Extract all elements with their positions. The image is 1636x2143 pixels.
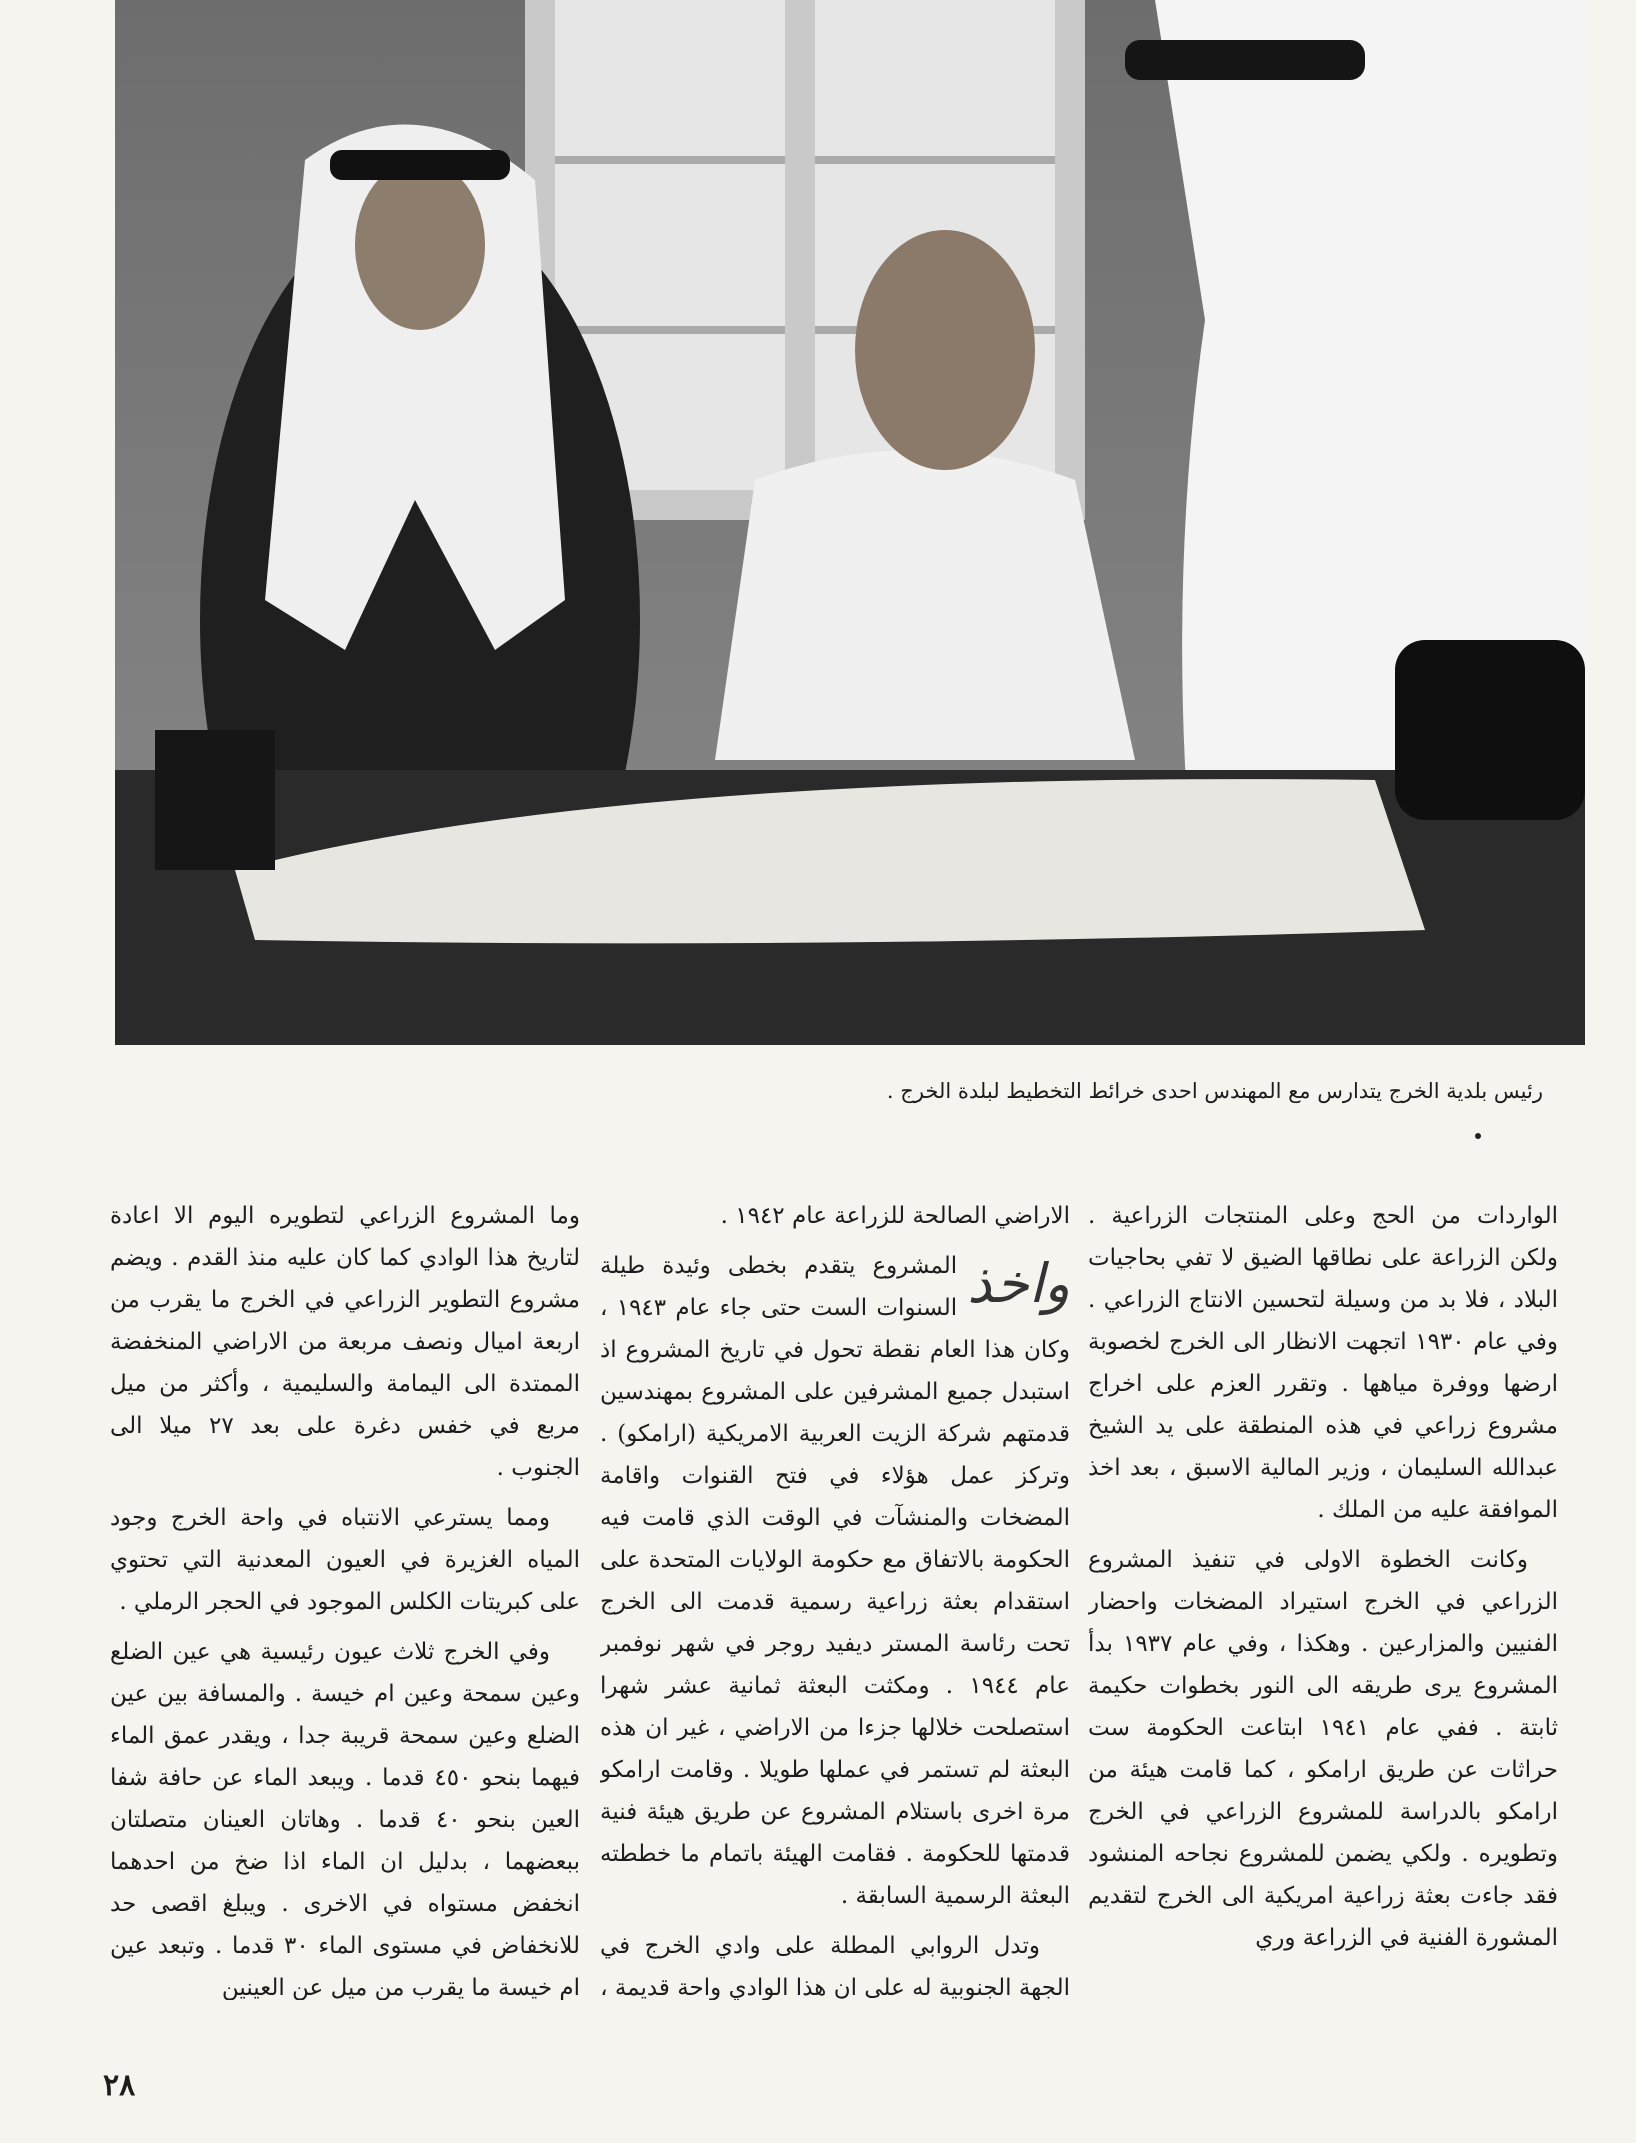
text-column-middle (600, 1195, 1070, 2000)
paragraph: الاراضي الصالحة للزراعة عام ١٩٤٢ . (720, 1203, 1070, 1229)
dropcap-word: واخذ (967, 1252, 1070, 1315)
paragraph: وتدل الروابي المطلة على وادي الخرج في الجهة الجنوبية له على ان هذا الوادي واحة قديمة ، (600, 1933, 1070, 2000)
photo-caption: رئيس بلدية الخرج يتدارس مع المهندس احدى خرائط التخطيط لبلدة الخرج . (886, 1079, 1543, 1103)
photograph-icon (115, 0, 1585, 1045)
photograph (115, 0, 1585, 1045)
paragraph: وما المشروع الزراعي لتطويره اليوم الا اعادة لتاريخ هذا الوادي كما كان عليه منذ القدم . ويضم مشروع التطوير الزراعي في الخرج ما يقرب من اربعة اميال ونصف مربعة من الاراضي المنخفضة الممتدة الى اليمامة والسليمية ، وأكثر من ميل مربع في خفس دغرة على بعد ٢٧ ميلا الى الجنوب . (110, 1203, 580, 1481)
text-column-right (1088, 1195, 1558, 2000)
paragraph: وفي الخرج ثلاث عيون رئيسية هي عين الضلع وعين سمحة وعين ام خيسة . والمسافة بين عين الضلع وعين سمحة قريبة جدا ، ويقدر عمق الماء فيهما بنحو ٤٥٠ قدما . ويبعد الماء عن حافة شفا العين بنحو ٤٠ قدما . وهاتان العينان متصلتان ببعضهما ، بدليل ان الماء اذا ضخ من احدهما انخفض مستواه في الاخرى . ويبلغ اقصى حد للانخفاض في مستوى الماء ٣٠ قدما . وتبعد عين ام خيسة ما يقرب من ميل عن العينين (110, 1639, 580, 2000)
paragraph: المشروع يتقدم بخطى وئيدة طيلة السنوات الست حتى جاء عام ١٩٤٣ ، وكان هذا العام نقطة تحول في تاريخ المشروع اذ استبدل جميع المشرفين على المشروع بمهندسين قدمتهم شركة الزيت العربية الامريكية (ارامكو) . وتركز عمل هؤلاء في فتح القنوات واقامة المضخات والمنشآت في الوقت الذي قامت فيه الحكومة بالاتفاق مع حكومة الولايات المتحدة على استقدام بعثة زراعية رسمية قدمت الى الخرج تحت رئاسة المستر ديفيد روجر في شهر نوفمبر عام ١٩٤٤ . ومكثت البعثة ثمانية عشر شهرا استصلحت خلالها جزءا من الاراضي ، غير ان هذه البعثة لم تستمر في عملها طويلا . وقامت ارامكو مرة اخرى باستلام المشروع عن طريق هيئة فنية قدمتها للحكومة . فقامت الهيئة باتمام ما خططته البعثة الرسمية السابقة . (600, 1253, 1070, 1909)
page-number: ٢٨ (103, 2068, 136, 2103)
paragraph: وكانت الخطوة الاولى في تنفيذ المشروع الزراعي في الخرج استيراد المضخات واحضار الفنيين والمزارعين . وهكذا ، وفي عام ١٩٣٧ بدأ المشروع يرى طريقه الى النور بخطوات حكيمة ثابتة . ففي عام ١٩٤١ ابتاعت الحكومة ست حراثات عن طريق ارامكو ، كما قامت هيئة من ارامكو بالدراسة للمشروع الزراعي في الخرج وتطويره . ولكي يضمن للمشروع نجاحه المنشود فقد جاءت بعثة زراعية امريكية الى الخرج لتقديم المشورة الفنية في الزراعة وري (1088, 1547, 1558, 1951)
decorative-dot (1475, 1133, 1481, 1139)
text-column-left (110, 1195, 580, 2000)
paragraph: الواردات من الحج وعلى المنتجات الزراعية . ولكن الزراعة على نطاقها الضيق لا تفي بحاجيات البلاد ، فلا بد من وسيلة لتحسين الانتاج الزراعي . وفي عام ١٩٣٠ اتجهت الانظار الى الخرج لخصوبة ارضها ووفرة مياهها . وتقرر العزم على اخراج مشروع زراعي في هذه المنطقة على يد الشيخ عبدالله السليمان ، وزير المالية الاسبق ، بعد اخذ الموافقة عليه من الملك . (1088, 1203, 1558, 1523)
paragraph: ومما يسترعي الانتباه في واحة الخرج وجود المياه الغزيرة في العيون المعدنية التي تحتوي على كبريتات الكلس الموجود في الحجر الرملي . (110, 1505, 580, 1615)
